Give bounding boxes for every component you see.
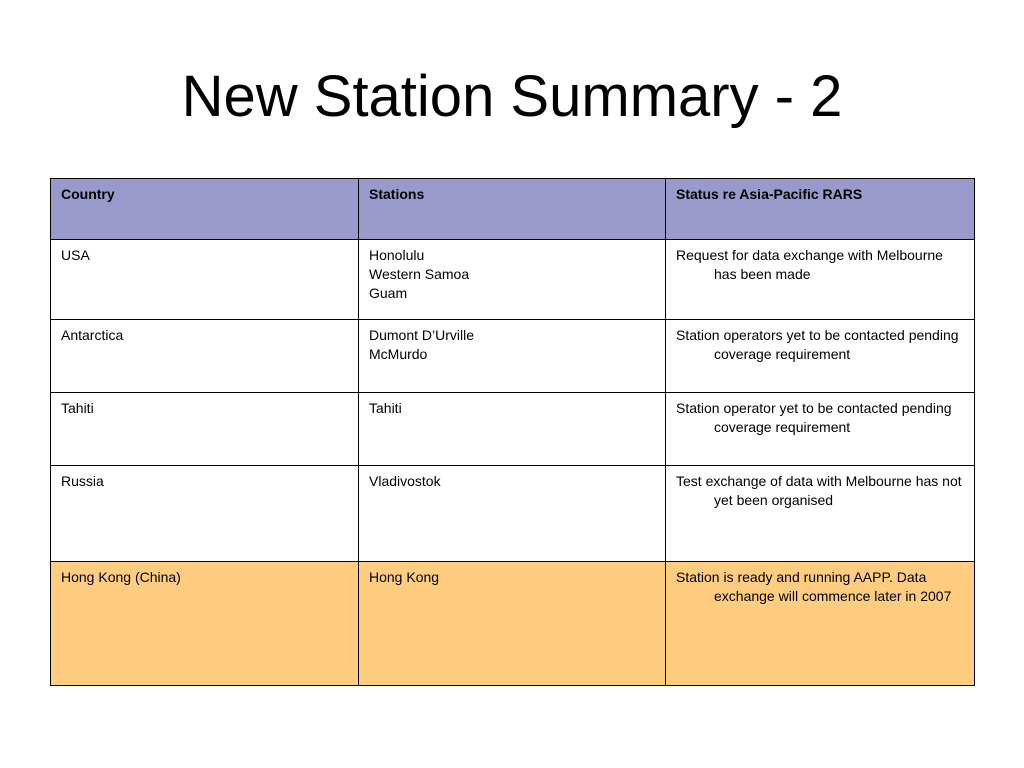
stations-cell bbox=[359, 466, 666, 562]
country-cell: USA bbox=[51, 240, 359, 320]
status-text: Station operator yet to be contacted pending coverage requirement bbox=[676, 400, 952, 435]
table-row bbox=[51, 320, 975, 393]
station-name: Dumont D’Urville bbox=[369, 327, 475, 343]
station-name: Hong Kong bbox=[369, 569, 440, 585]
country-cell: Russia bbox=[51, 466, 359, 562]
station-name: Western Samoa bbox=[369, 266, 470, 282]
station-name: Honolulu bbox=[369, 247, 425, 263]
column-header-status: Status re Asia-Pacific RARS bbox=[666, 179, 975, 240]
status-text: Request for data exchange with Melbourne has been made bbox=[676, 247, 943, 282]
station-name: Tahiti bbox=[369, 400, 402, 416]
status-text: Station is ready and running AAPP. Data exchange will commence later in 2007 bbox=[676, 569, 952, 604]
table-row bbox=[51, 466, 975, 562]
column-header-country: Country bbox=[51, 179, 359, 240]
station-name: McMurdo bbox=[369, 346, 428, 362]
station-summary-table bbox=[50, 178, 975, 686]
slide-title: New Station Summary - 2 bbox=[181, 64, 843, 129]
status-cell bbox=[666, 240, 975, 320]
table-row bbox=[51, 240, 975, 320]
status-cell bbox=[666, 393, 975, 466]
country-cell: Tahiti bbox=[51, 393, 359, 466]
station-name: Vladivostok bbox=[369, 473, 441, 489]
status-cell bbox=[666, 320, 975, 393]
status-text: Station operators yet to be contacted pending coverage requirement bbox=[676, 327, 959, 362]
table-row-highlighted bbox=[51, 562, 975, 686]
status-cell bbox=[666, 466, 975, 562]
stations-cell bbox=[359, 240, 666, 320]
stations-cell bbox=[359, 320, 666, 393]
stations-cell bbox=[359, 393, 666, 466]
country-cell: Hong Kong (China) bbox=[51, 562, 359, 686]
country-cell: Antarctica bbox=[51, 320, 359, 393]
stations-cell bbox=[359, 562, 666, 686]
status-text: Test exchange of data with Melbourne has not yet been organised bbox=[676, 473, 962, 508]
column-header-stations: Stations bbox=[359, 179, 666, 240]
table-header-row bbox=[51, 179, 975, 240]
status-cell bbox=[666, 562, 975, 686]
station-name: Guam bbox=[369, 285, 408, 301]
table-row bbox=[51, 393, 975, 466]
